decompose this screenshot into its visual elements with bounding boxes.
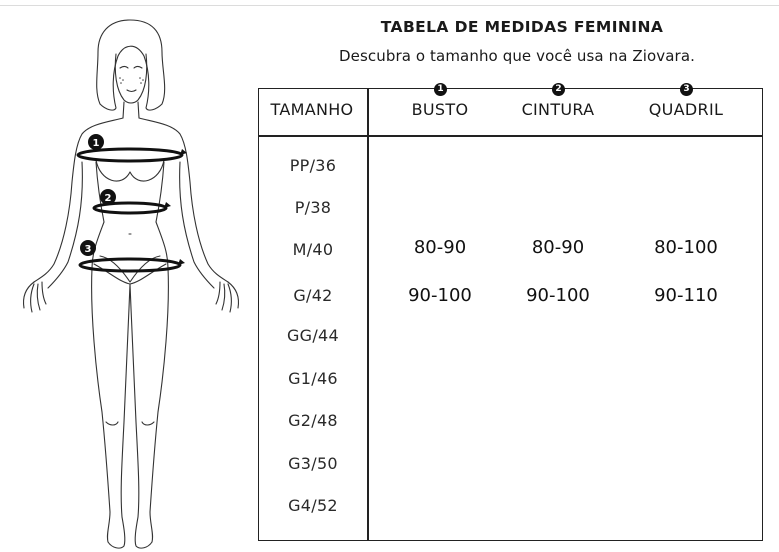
svg-text:3: 3 (84, 244, 92, 255)
size-label-g452: G4/52 (288, 496, 338, 515)
size-label-g350: G3/50 (288, 454, 338, 473)
column-header-hip: QUADRIL (648, 100, 724, 119)
column-header-bust: BUSTO (411, 100, 469, 119)
value-hip-m40: 80-100 (654, 237, 718, 258)
value-waist-m40: 80-90 (531, 237, 585, 258)
svg-text:2: 2 (104, 193, 112, 204)
page-subtitle: Descubra o tamanho que você usa na Ziovara. (339, 47, 695, 65)
column-header-waist: CINTURA (521, 100, 595, 119)
size-label-g146: G1/46 (288, 369, 338, 388)
body-figure-illustration (12, 12, 247, 552)
bust-measure-ring (78, 149, 182, 161)
waist-measure-ring (94, 203, 166, 213)
size-label-m40: M/40 (292, 240, 334, 259)
size-label-pp36: PP/36 (289, 156, 337, 175)
table-header-divider (258, 135, 763, 137)
value-bust-m40: 80-90 (413, 237, 467, 258)
value-hip-g42: 90-110 (654, 285, 718, 306)
size-label-g42: G/42 (293, 286, 333, 305)
size-label-p38: P/38 (294, 198, 332, 217)
column-header-size: TAMANHO (270, 100, 354, 119)
size-label-gg44: GG/44 (286, 326, 340, 345)
svg-text:1: 1 (92, 138, 100, 149)
waist-number-icon: 2 (552, 83, 565, 96)
bust-number-icon: 1 (434, 83, 447, 96)
table-vertical-divider (367, 88, 369, 541)
value-waist-g42: 90-100 (526, 285, 590, 306)
size-label-g248: G2/48 (288, 411, 338, 430)
page-title: TABELA DE MEDIDAS FEMININA (380, 18, 664, 36)
value-bust-g42: 90-100 (408, 285, 472, 306)
top-divider (0, 5, 779, 6)
hip-number-icon: 3 (680, 83, 693, 96)
